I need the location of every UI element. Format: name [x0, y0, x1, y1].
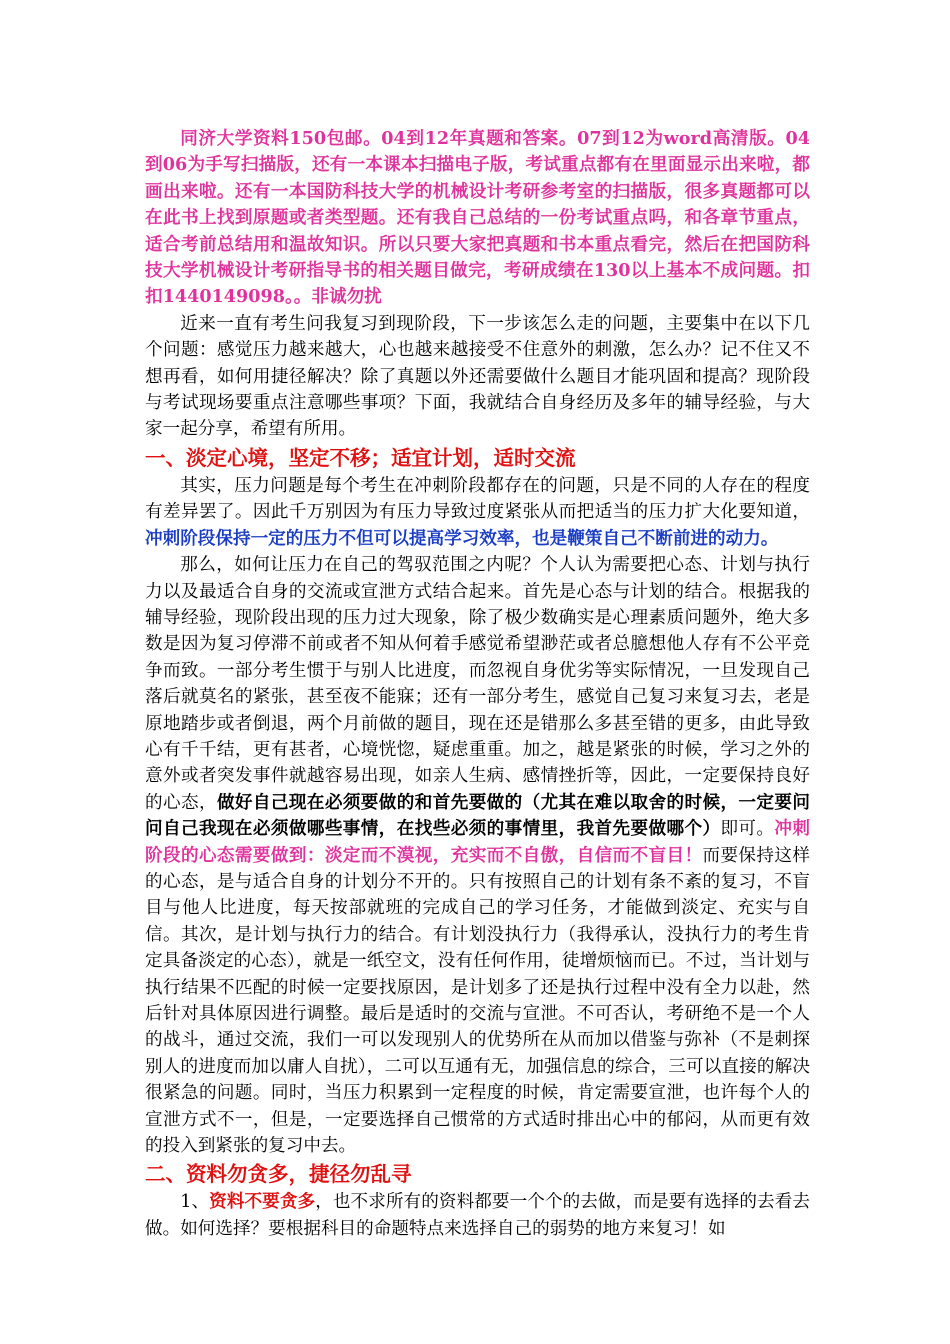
- section-1-p1-text: 其实，压力问题是每个考生在冲刺阶段都存在的问题，只是不同的人存在的程度有差异罢了。因此千万别因为有压力导致过度紧张从而把适当的压力扩大化要知道，: [145, 475, 810, 523]
- section-2-paragraph-1: [145, 1189, 810, 1242]
- section-2-p1-red: 资料不要贪多: [209, 1191, 316, 1213]
- intro-paragraph: 近来一直有考生问我复习到现阶段，下一步该怎么走的问题，主要集中在以下几个问题：感觉压力越来越大，心也越来越接受不住意外的刺激，怎么办？记不住又不想再看，如何用捷径解决？除了真题以外还需要做什么题目才能巩固和提高？现阶段与考试现场要重点注意哪些事项？下面，我就结合自身经历及多年的辅导经验，与大家一起分享，希望有所用。: [145, 313, 810, 440]
- section-2-p1-num: 1、: [180, 1192, 210, 1213]
- section-1-paragraph-1: [145, 473, 810, 552]
- document-page: [145, 126, 810, 1242]
- section-2-p1-text: ，也不求所有的资料都要一个个的去做，而是要有选择的去看去做。如何选择？要根据科目的命题特点来选择自己的弱势的地方来复习！如: [145, 1192, 810, 1239]
- section-2-heading: 二、资料勿贪多，捷径勿乱寻: [145, 1162, 412, 1187]
- section-1-p2-text-a: 那么，如何让压力在自己的驾驭范围之内呢？个人认为需要把心态、计划与执行力以及最适合自身的交流或宣泄方式结合起来。首先是心态与计划的结合。根据我的辅导经验，现阶段出现的压力过大现象，除了极少数确实是心理素质问题外，绝大多数是因为复习停滞不前或者不知从何着手感觉希望渺茫或者总臆想他人存有不公平竞争而致。一部分考生惯于与别人比进度，而忽视自身优劣等实际情况，一旦发现自己落后就莫名的紧张，甚至夜不能寐；还有一部分考生，感觉自己复习来复习去，老是原地踏步或者倒退，两个月前做的题目，现在还是错那么多甚至错的更多，由此导致心有千千结，更有甚者，心境恍惚，疑虑重重。加之，越是紧张的时候，学习之外的意外或者突发事件就越容易出现，如亲人生病、感情挫折等，因此，一定要保持良好的心态，: [145, 555, 810, 813]
- section-1-p1-emphasis: 冲刺阶段保持一定的压力不但可以提高学习效率，也是鞭策自己不断前进的动力。: [145, 527, 779, 549]
- advertisement-paragraph: 同济大学资料150包邮。04到12年真题和答案。07到12为word高清版。04到06为手写扫描版，还有一本课本扫描电子版，考试重点都有在里面显示出来啦，都画出来啦。还有一本国防科技大学的机械设计考研参考室的扫描版，很多真题都可以在此书上找到原题或者类型题。还有我自己总结的一份考试重点吗，和各章节重点，适合考前总结用和温故知识。所以只要大家把真题和书本重点看完，然后在把国防科技大学机械设计考研指导书的相关题目做完，考研成绩在130以上基本不成问题。扣扣1440149098。。非诚勿扰: [145, 128, 810, 308]
- section-1-paragraph-2: [145, 552, 810, 1159]
- section-1-heading: 一、淡定心境，坚定不移；适宜计划，适时交流: [145, 445, 576, 470]
- section-1-p2-text-b: 即可。: [720, 819, 775, 840]
- section-1-p2-text-c: 而要保持这样的心态，是与适合自身的计划分不开的。只有按照自己的计划有条不紊的复习，不盲目与他人比进度，每天按部就班的完成自己的学习任务，才能做到淡定、充实与自信。其次，是计划与执行力的结合。有计划没执行力（我得承认，没执行力的考生肯定具备淡定的心态），就是一纸空文，没有任何作用，徒增烦恼而已。不过，当计划与执行结果不匹配的时候一定要找原因，是计划多了还是执行过程中没有全力以赴，然后针对具体原因进行调整。最后是适时的交流与宣泄。不可否认，考研绝不是一个人的战斗，通过交流，我们一可以发现别人的优势所在从而加以借鉴与弥补（不是刺探别人的进度而加以庸人自扰），二可以互通有无，加强信息的综合，三可以直接的解决很紧急的问题。同时，当压力积累到一定程度的时候，肯定需要宣泄，也许每个人的宣泄方式不一，但是，一定要选择自己惯常的方式适时排出心中的郁闷，从而更有效的投入到紧张的复习中去。: [145, 845, 810, 1157]
- section-1-p2-bold: 做好自己现在必须要做的和首先要做的（尤其在难以取舍的时候，一定要问问自己我现在必须做哪些事情，在找些必须的事情里，我首先要做哪个）: [145, 791, 810, 840]
- section-1-p2-pink: 冲刺阶段的心态需要做到：淡定而不漠视，充实而不自傲，自信而不盲目！: [145, 818, 810, 866]
